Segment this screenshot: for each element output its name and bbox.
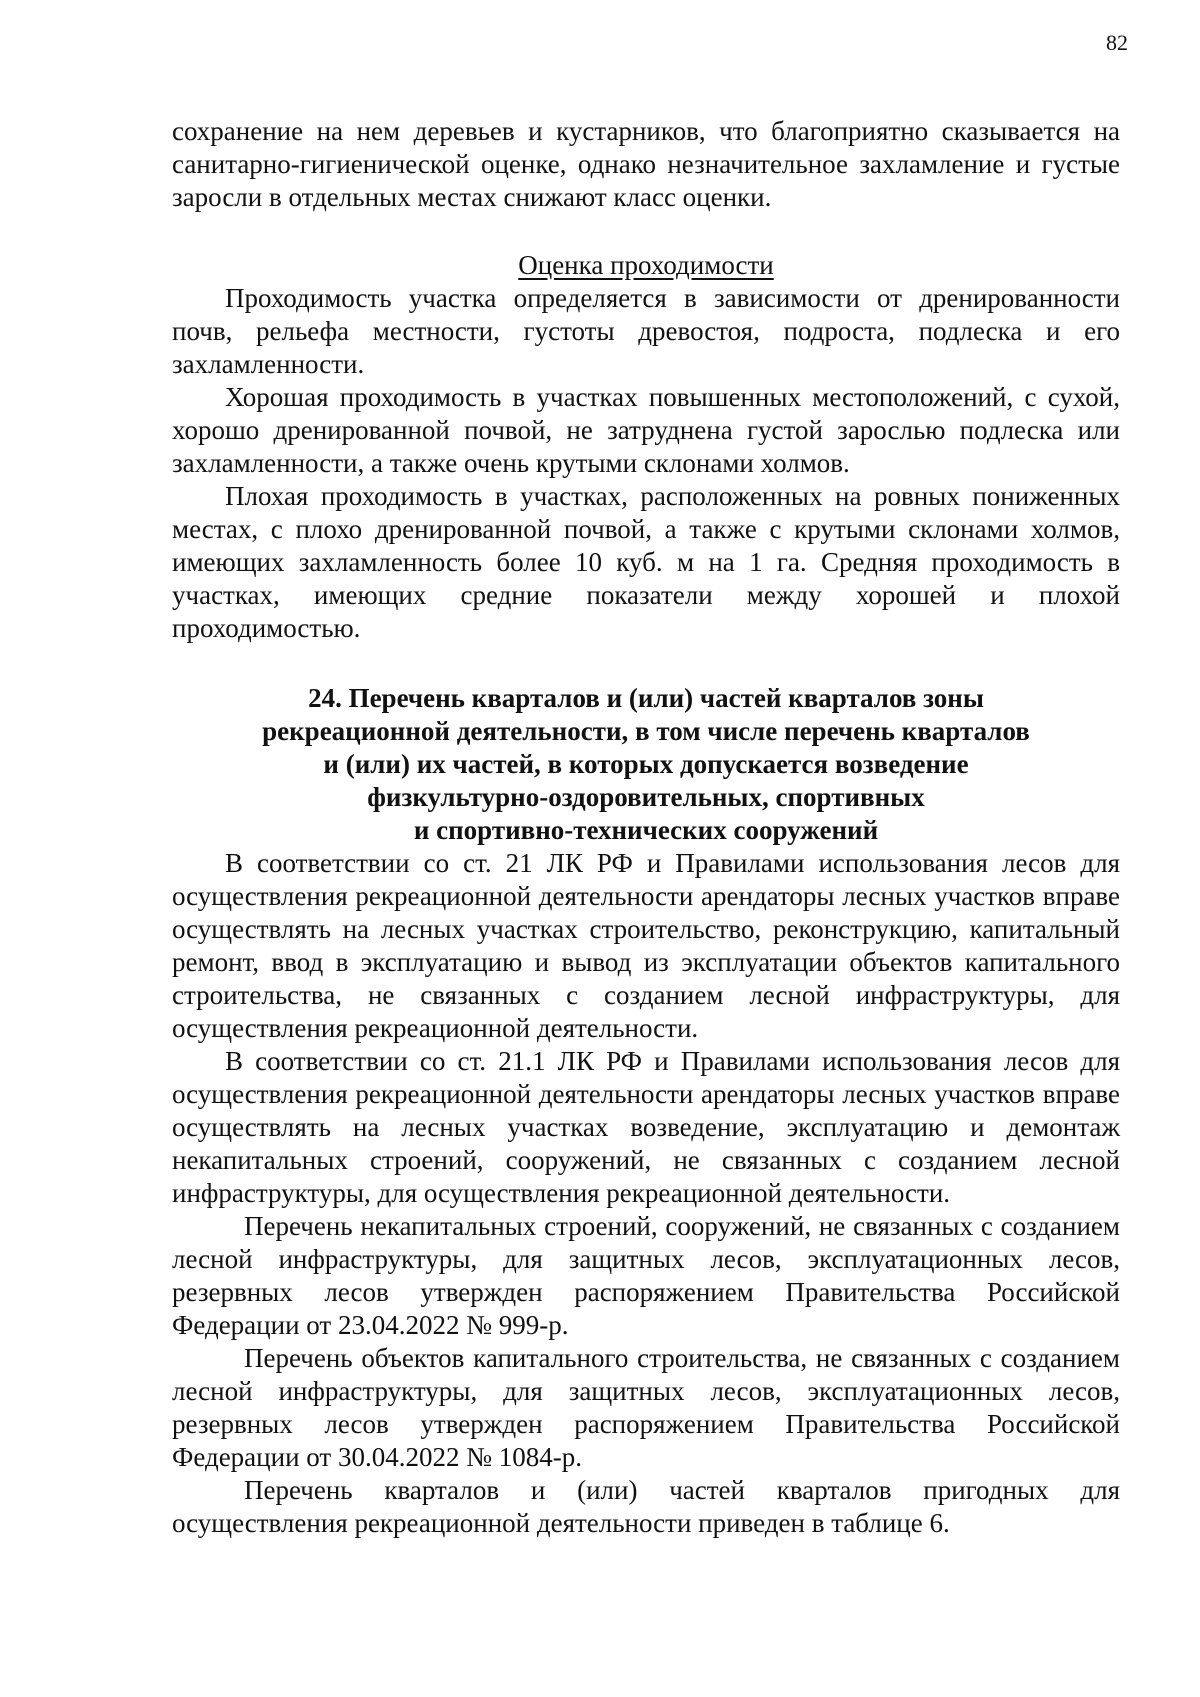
page-number: 82 — [1106, 30, 1128, 55]
section-24-paragraph-3: Перечень некапитальных строений, сооружений, не связанных с созданием лесной инфраструктуры, для защитных лесов, эксплуатационных лесов, резервных лесов утвержден распоряжением Правительства Российской Федерации от 23.04.2022 № 999-р. — [172, 1211, 1120, 1340]
passability-paragraph-3: Плохая проходимость в участках, расположенных на ровных пониженных местах, с плохо дренированной почвой, а также с крутыми склонами холмов, имеющих захламленность более 10 куб. м на 1 га. Средняя проходимость в участках, имеющих средние показатели между хорошей и плохой проходимостью. — [172, 481, 1120, 643]
passability-paragraph-1: Проходимость участка определяется в зависимости от дренированности почв, рельефа местности, густоты древостоя, подроста, подлеска и его захламленности. — [172, 283, 1120, 379]
document-body — [172, 115, 1120, 1540]
section-title-line: 24. Перечень кварталов и (или) частей кварталов зоны — [308, 683, 984, 713]
section-title-line: и (или) их частей, в которых допускается возведение — [323, 749, 969, 779]
section-24-title — [172, 682, 1120, 847]
section-24-paragraph-4: Перечень объектов капитального строительства, не связанных с созданием лесной инфраструктуры, для защитных лесов, эксплуатационных лесов, резервных лесов утвержден распоряжением Правительства Российской Федерации от 30.04.2022 № 1084-р. — [172, 1343, 1120, 1472]
section-24-paragraph-1: В соответствии со ст. 21 ЛК РФ и Правилами использования лесов для осуществления рекреационной деятельности арендаторы лесных участков вправе осуществлять на лесных участках строительство, реконструкцию, капитальный ремонт, ввод в эксплуатацию и вывод из эксплуатации объектов капитального строительства, не связанных с созданием лесной инфраструктуры, для осуществления рекреационной деятельности. — [172, 848, 1120, 1043]
intro-paragraph: сохранение на нем деревьев и кустарников, что благоприятно сказывается на санитарно-гигиенической оценке, однако незначительное захламление и густые заросли в отдельных местах снижают класс оценки. — [172, 116, 1120, 212]
section-title-line: и спортивно-технических сооружений — [413, 815, 879, 845]
passability-heading: Оценка проходимости — [518, 250, 774, 280]
passability-paragraph-2: Хорошая проходимость в участках повышенных местоположений, с сухой, хорошо дренированной почвой, не затруднена густой зарослью подлеска или захламленности, а также очень крутыми склонами холмов. — [172, 382, 1120, 478]
section-24-paragraph-5: Перечень кварталов и (или) частей кварталов пригодных для осуществления рекреационной деятельности приведен в таблице 6. — [172, 1475, 1120, 1538]
section-title-line: рекреационной деятельности, в том числе перечень кварталов — [262, 716, 1030, 746]
section-title-line: физкультурно-оздоровительных, спортивных — [367, 782, 925, 812]
section-24-paragraph-2: В соответствии со ст. 21.1 ЛК РФ и Правилами использования лесов для осуществления рекреационной деятельности арендаторы лесных участков вправе осуществлять на лесных участках возведение, эксплуатацию и демонтаж некапитальных строений, сооружений, не связанных с созданием лесной инфраструктуры, для осуществления рекреационной деятельности. — [172, 1046, 1120, 1208]
